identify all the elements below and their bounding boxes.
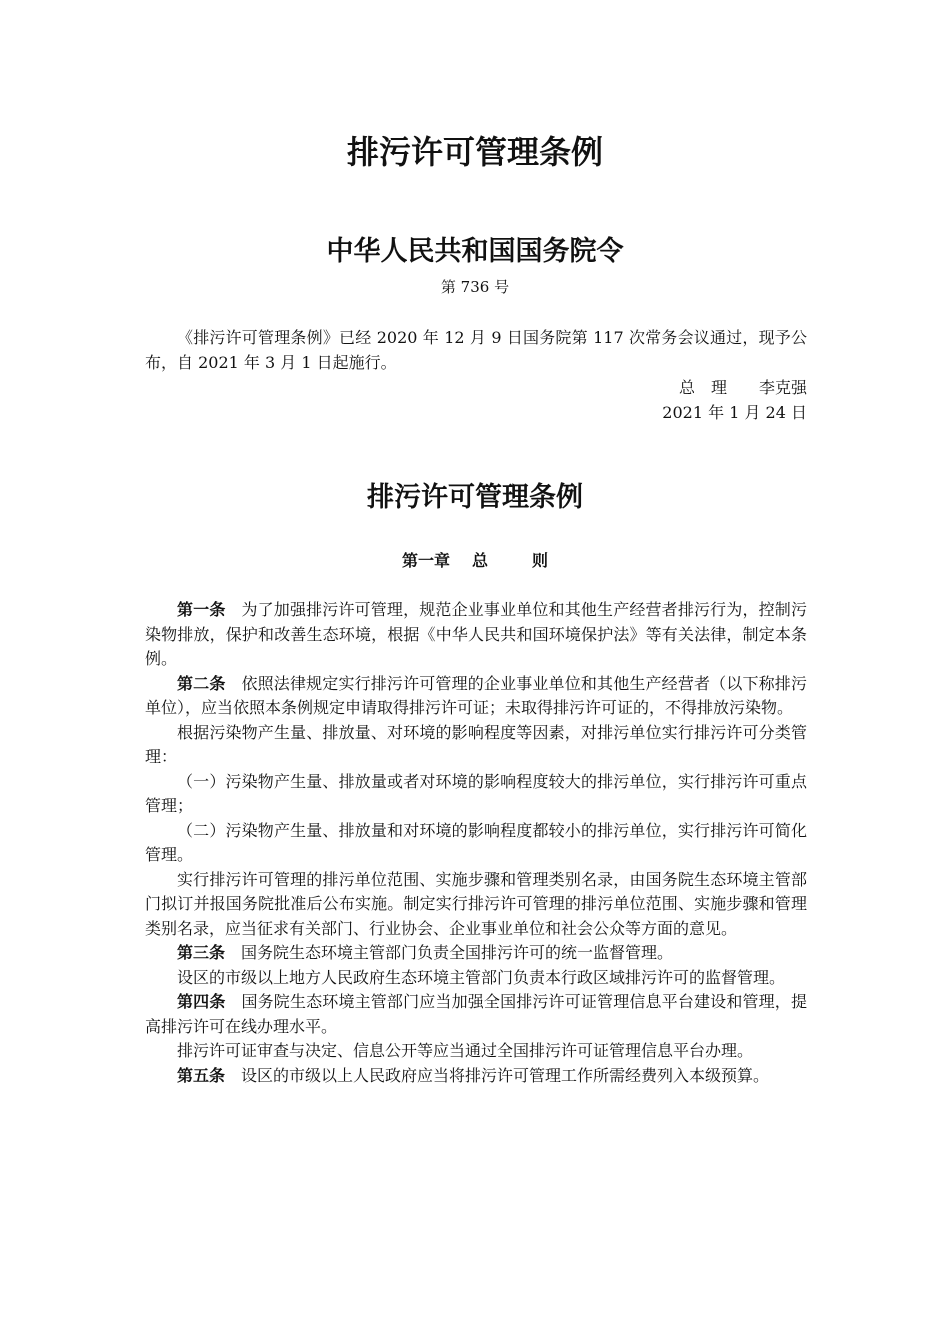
paragraph-text: 排污许可证审查与决定、信息公开等应当通过全国排污许可证管理信息平台办理。 [177, 1041, 754, 1060]
article-label: 第三条 [177, 943, 226, 962]
paragraph [145, 966, 807, 991]
decree-number: 第 736 号 [440, 278, 510, 296]
paragraph [145, 598, 807, 672]
paragraph [145, 721, 807, 770]
articles-body [145, 598, 807, 1088]
paragraph [145, 1039, 807, 1064]
signature-line [507, 376, 807, 401]
signature-name: 李克强 [758, 378, 807, 397]
promulgation-text: 《排污许可管理条例》已经 2020 年 12 月 9 日国务院第 117 次常务会议通过，现予公布，自 2021 年 3 月 1 日起施行。 [145, 328, 807, 372]
paragraph-text: 实行排污许可管理的排污单位范围、实施步骤和管理类别名录，由国务院生态环境主管部门拟订并报国务院批准后公布实施。制定实行排污许可管理的排污单位范围、实施步骤和管理类别名录，应当征求有关部门、行业协会、企业事业单位和社会公众等方面的意见。 [145, 869, 807, 938]
paragraph-text: 设区的市级以上人民政府应当将排污许可管理工作所需经费列入本级预算。 [241, 1065, 770, 1085]
chapter-name-part1: 总 [471, 551, 488, 570]
paragraph [145, 819, 807, 868]
paragraph-text: 国务院生态环境主管部门负责全国排污许可的统一监督管理。 [241, 943, 674, 962]
chapter-heading [0, 549, 950, 573]
paragraph [145, 770, 807, 819]
paragraph [145, 990, 807, 1039]
signature-title: 总理 [678, 378, 743, 397]
paragraph-text: 根据污染物产生量、排放量、对环境的影响程度等因素，对排污单位实行排污许可分类管理： [145, 722, 807, 766]
paragraph-text: 国务院生态环境主管部门应当加强全国排污许可证管理信息平台建设和管理，提高排污许可在线办理水平。 [145, 992, 807, 1036]
article-label: 第一条 [177, 600, 226, 619]
paragraph [145, 941, 807, 966]
paragraph-text: 为了加强排污许可管理，规范企业事业单位和其他生产经营者排污行为，控制污染物排放，保护和改善生态环境，根据《中华人民共和国环境保护法》等有关法律，制定本条例。 [145, 600, 807, 668]
paragraph-text: 依照法律规定实行排污许可管理的企业事业单位和其他生产经营者（以下称排污单位），应当依照本条例规定申请取得排污许可证；未取得排污许可证的，不得排放污染物。 [145, 673, 807, 717]
document-main-title: 排污许可管理条例 [346, 133, 603, 171]
paragraph [145, 672, 807, 721]
article-label: 第五条 [177, 1065, 226, 1085]
paragraph-text: 设区的市级以上地方人民政府生态环境主管部门负责本行政区域排污许可的监督管理。 [177, 967, 786, 987]
paragraph-text: （一）污染物产生量、排放量或者对环境的影响程度较大的排污单位，实行排污许可重点管理； [145, 771, 807, 815]
paragraph-text: （二）污染物产生量、排放量和对环境的影响程度都较小的排污单位，实行排污许可简化管理。 [145, 820, 807, 864]
promulgation-block [145, 326, 807, 375]
signature-date: 2021 年 1 月 24 日 [662, 402, 807, 422]
chapter-number: 第一章 [401, 551, 450, 570]
decree-title: 中华人民共和国国务院令 [326, 236, 624, 267]
chapter-name-part2: 则 [532, 551, 549, 570]
paragraph [145, 1064, 807, 1089]
article-label: 第四条 [177, 992, 226, 1011]
article-label: 第二条 [177, 673, 226, 693]
signature-block [507, 376, 807, 425]
regulation-title: 排污许可管理条例 [367, 482, 583, 513]
paragraph [145, 868, 807, 942]
